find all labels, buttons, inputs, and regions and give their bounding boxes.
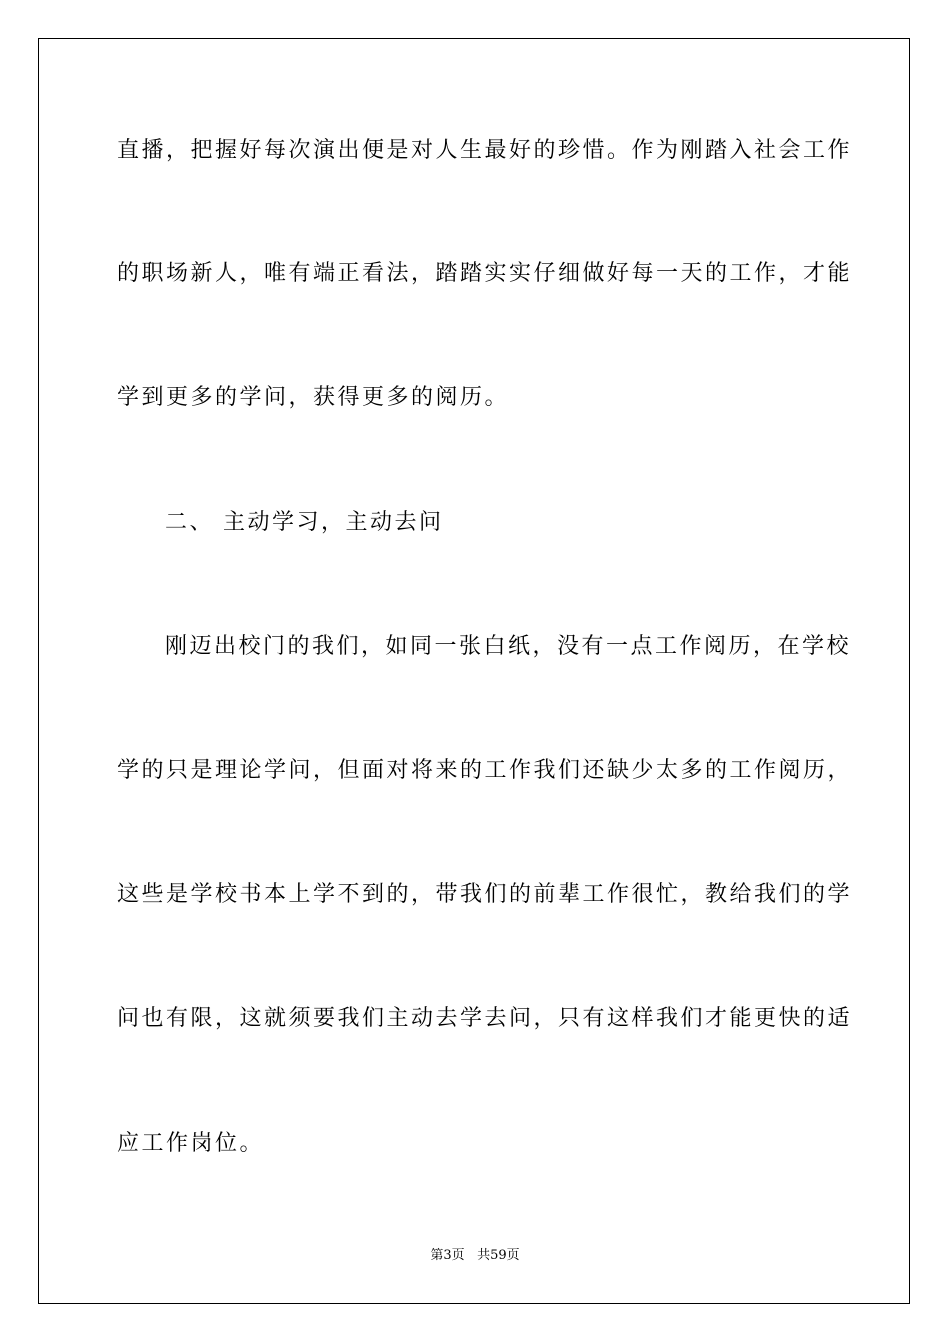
paragraph-line: 直播，把握好每次演出便是对人生最好的珍惜。作为刚踏入社会工作	[117, 138, 853, 163]
page-number: 第3页	[430, 1248, 465, 1263]
total-pages: 共59页	[477, 1248, 520, 1263]
paragraph-line: 学的只是理论学问，但面对将来的工作我们还缺少太多的工作阅历，	[117, 758, 853, 783]
section-heading	[165, 508, 885, 538]
paragraph-line: 这些是学校书本上学不到的，带我们的前辈工作很忙，教给我们的学	[117, 882, 853, 907]
page-frame	[38, 38, 910, 1304]
section-heading-number: 二、	[165, 510, 215, 535]
paragraph-line: 的职场新人，唯有端正看法，踏踏实实仔细做好每一天的工作，才能	[117, 261, 853, 286]
paragraph-line: 刚迈出校门的我们，如同一张白纸，没有一点工作阅历，在学校	[165, 634, 852, 659]
paragraph-line: 应工作岗位。	[117, 1131, 265, 1156]
page-footer	[0, 1247, 950, 1265]
paragraph-line: 问也有限，这就须要我们主动去学去问，只有这样我们才能更快的适	[117, 1006, 853, 1031]
section-heading-text: 主动学习，主动去问	[223, 510, 444, 535]
paragraph-line: 学到更多的学问，获得更多的阅历。	[117, 385, 510, 410]
